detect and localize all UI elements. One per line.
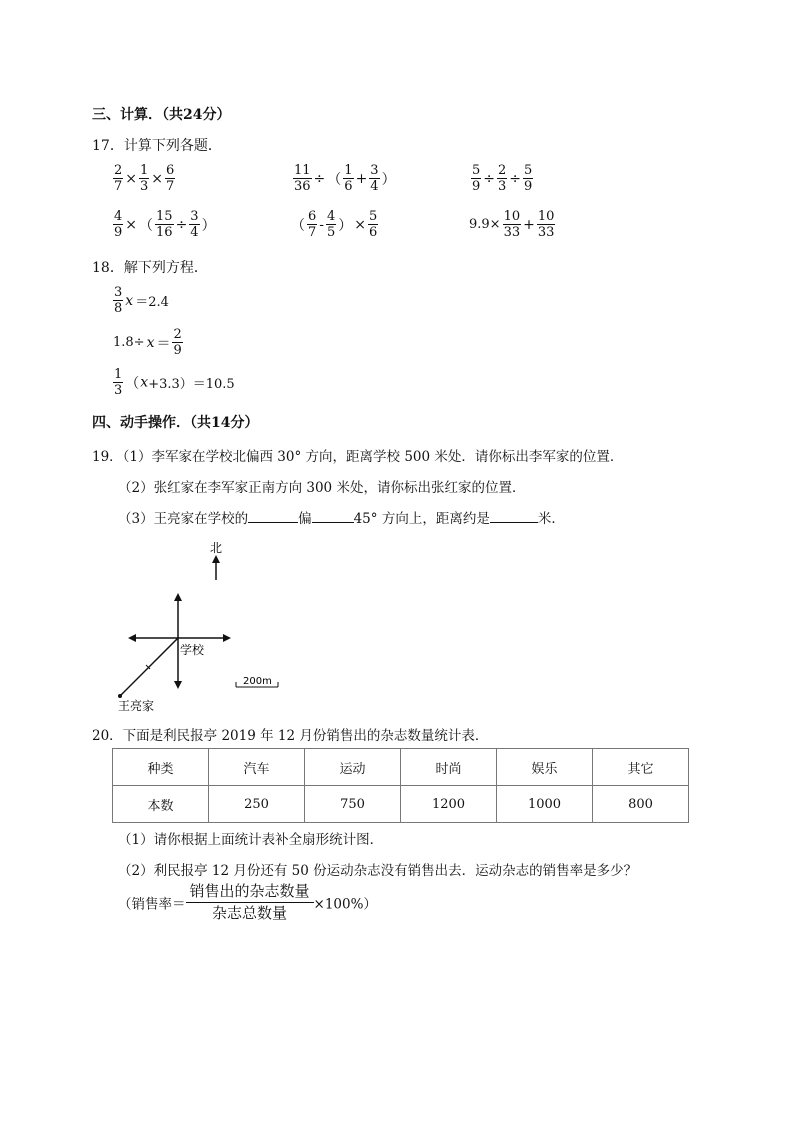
table-cell: 本数 [113,786,209,823]
distance-blank[interactable] [490,522,538,523]
table-cell: 1000 [497,786,593,823]
q17-expr-5: （ $\frac{6}{7}$ - $\frac{4}{5}$ ） × $\frac{5}{6}$ [291,209,378,240]
q18-equation-3: $\frac{1}{3}$ （x+3.3）＝10.5 [114,367,235,398]
direction-blank-1[interactable] [248,522,298,523]
table-cell: 娱乐 [497,749,593,786]
question-17-label: 17．计算下列各题． [92,138,222,154]
magazine-sales-table [112,748,689,823]
table-header-row [113,749,689,786]
scale-label: 200m [243,676,272,687]
question-20-label: 20．下面是利民报亭 2019 年 12 月份销售出的杂志数量统计表． [92,728,489,744]
q17-expr-3: $\frac{5}{9}$ ÷ $\frac{2}{3}$ ÷ $\frac{5}{9}$ [472,163,533,194]
table-cell: 800 [593,786,689,823]
q17-expr-2: $\frac{11}{36}$ ÷ （ $\frac{1}{6}$ + $\frac{3}{4}$ ） [294,163,396,194]
q19-line-2: （2）张红家在李军家正南方向 300 米处，请你标出张红家的位置． [118,480,526,496]
q17-expr-4: $\frac{4}{9}$ × （ $\frac{15}{16}$ ÷ $\frac{3}{4}$ ） [114,209,216,240]
wangliang-home-ray [120,638,178,696]
question-18-label: 18．解下列方程． [92,260,208,276]
q18-equation-2: 1.8÷ x ＝ $\frac{2}{9}$ [113,327,182,358]
table-cell: 种类 [113,749,209,786]
table-cell: 750 [305,786,401,823]
table-row [113,786,689,823]
direction-blank-2[interactable] [312,522,354,523]
table-cell: 运动 [305,749,401,786]
q19-line-3: （3）王亮家在学校的 偏 45° 方向上，距离约是 米． [118,511,565,527]
north-arrow-icon [212,555,220,580]
school-label: 学校 [180,643,205,657]
wangliang-home-point [118,694,122,698]
section-3-title: 三、计算．（共24分） [92,107,231,123]
table-cell: 时尚 [401,749,497,786]
table-cell: 汽车 [209,749,305,786]
sales-rate-formula: （销售率＝ 销售出的杂志数量 杂志总数量 ×100%） [118,882,377,922]
q19-line-1: 19．（1）李军家在学校北偏西 30° 方向，距离学校 500 米处．请你标出李军家的位置． [92,449,624,465]
q18-equation-1: $\frac{3}{8}$ x ＝2.4 [114,285,169,316]
q20-sub-2: （2）利民报亭 12 月份还有 50 份运动杂志没有销售出去．运动杂志的销售率是多少？ [118,863,638,879]
wangliang-home-label: 王亮家 [118,699,155,713]
direction-map [112,534,287,714]
table-cell: 250 [209,786,305,823]
compass-cross [128,593,231,689]
q20-sub-1: （1）请你根据上面统计表补全扇形统计图． [118,832,384,848]
q17-expr-1: $\frac{2}{7}$ × $\frac{1}{3}$ × $\frac{6}{7}$ [114,163,175,194]
section-4-title: 四、动手操作．（共14分） [92,415,259,431]
north-label: 北 [210,541,223,555]
table-cell: 1200 [401,786,497,823]
table-cell: 其它 [593,749,689,786]
q17-expr-6: 9.9× $\frac{10}{33}$ + $\frac{10}{33}$ [469,209,555,240]
scale-bar [236,676,278,687]
